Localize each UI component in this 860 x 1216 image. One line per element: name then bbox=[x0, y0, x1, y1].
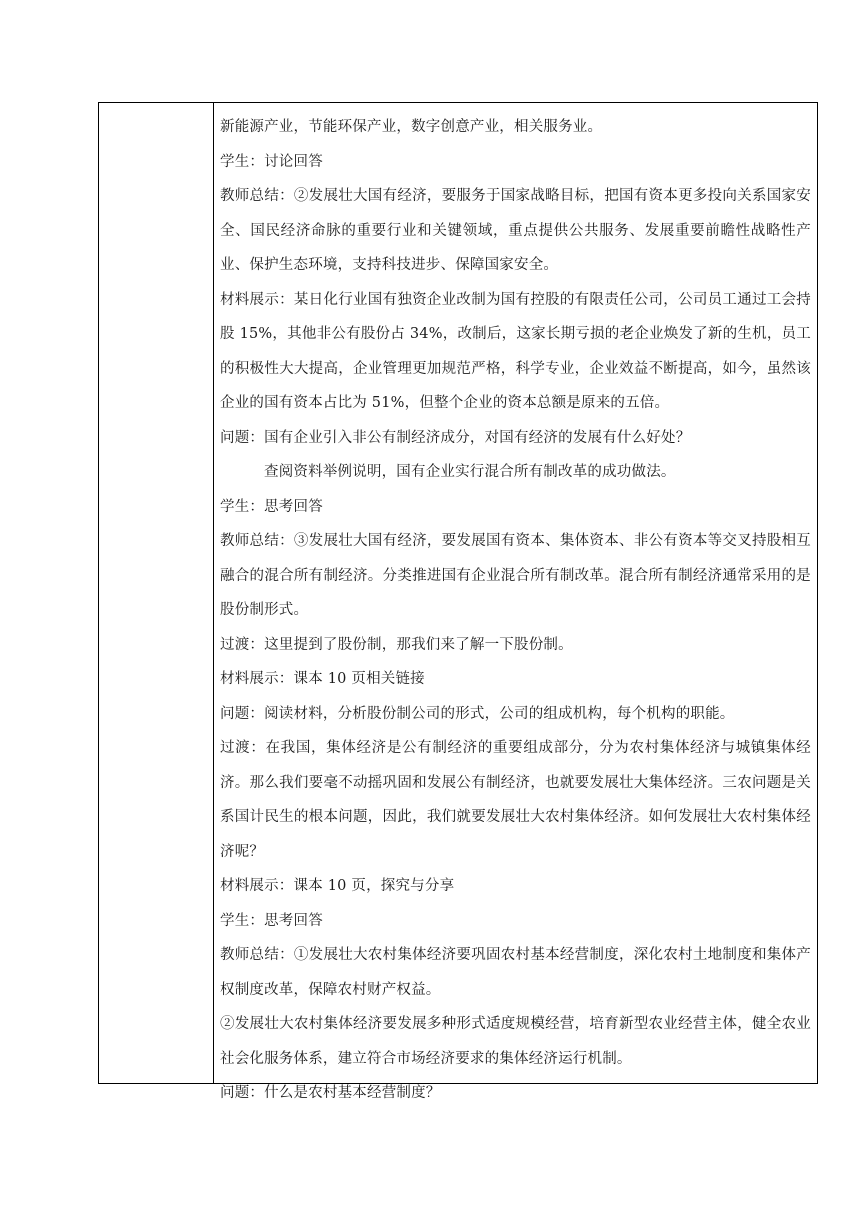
table-content-cell bbox=[214, 103, 817, 1101]
paragraph: 过渡：在我国，集体经济是公有制经济的重要组成部分，分为农村集体经济与城镇集体经济。那么我们要毫不动摇巩固和发展公有制经济，也就要发展壮大集体经济。三农问题是关系国计民生的根本问题，因此，我们就要发展壮大农村集体经济。如何发展壮大农村集体经济呢？ bbox=[220, 740, 811, 860]
paragraph: 查阅资料举例说明，国有企业实行混合所有制改革的成功做法。 bbox=[264, 464, 676, 480]
paragraph: 教师总结：①发展壮大农村集体经济要巩固农村基本经营制度，深化农村土地制度和集体产权制度改革，保障农村财产权益。 bbox=[220, 947, 811, 998]
paragraph: ②发展壮大农村集体经济要发展多种形式适度规模经营，培育新型农业经营主体，健全农业社会化服务体系，建立符合市场经济要求的集体经济运行机制。 bbox=[220, 1016, 811, 1067]
paragraph: 问题：什么是农村基本经营制度？ bbox=[220, 1085, 441, 1101]
paragraph: 学生：讨论回答 bbox=[220, 153, 323, 170]
paragraph: 学生：思考回答 bbox=[220, 912, 323, 929]
paragraph: 问题：国有企业引入非公有制经济成分，对国有经济的发展有什么好处？ bbox=[220, 429, 691, 446]
paragraph: 材料展示：课本 10 页相关链接 bbox=[220, 671, 425, 687]
paragraph: 教师总结：②发展壮大国有经济，要服务于国家战略目标，把国有资本更多投向关系国家安全、国民经济命脉的重要行业和关键领域，重点提供公共服务、发展重要前瞻性战略性产业、保护生态环境，支持科技进步、保障国家安全。 bbox=[220, 188, 811, 273]
paragraph: 过渡：这里提到了股份制，那我们来了解一下股份制。 bbox=[220, 636, 573, 653]
table-left-cell bbox=[99, 103, 214, 1083]
paragraph: 材料展示：某日化行业国有独资企业改制为国有控股的有限责任公司，公司员工通过工会持股 15%，其他非公有股份占 34%，改制后，这家长期亏损的老企业焕发了新的生机，员工的积极性大大提高，企业管理更加规范严格，科学专业，企业效益不断提高，如今，虽然该企业的国有资本占比为 51%，但整个企业的资本总额是原来的五倍。 bbox=[220, 291, 811, 411]
paragraph: 问题：阅读材料，分析股份制公司的形式，公司的组成机构，每个机构的职能。 bbox=[220, 705, 735, 722]
paragraph: 学生：思考回答 bbox=[220, 498, 323, 515]
paragraph: 新能源产业，节能环保产业，数字创意产业，相关服务业。 bbox=[220, 119, 603, 135]
paragraph: 材料展示：课本 10 页，探究与分享 bbox=[220, 878, 455, 894]
paragraph: 教师总结：③发展壮大国有经济，要发展国有资本、集体资本、非公有资本等交叉持股相互融合的混合所有制经济。分类推进国有企业混合所有制改革。混合所有制经济通常采用的是股份制形式。 bbox=[220, 533, 811, 618]
lesson-table bbox=[98, 102, 818, 1101]
